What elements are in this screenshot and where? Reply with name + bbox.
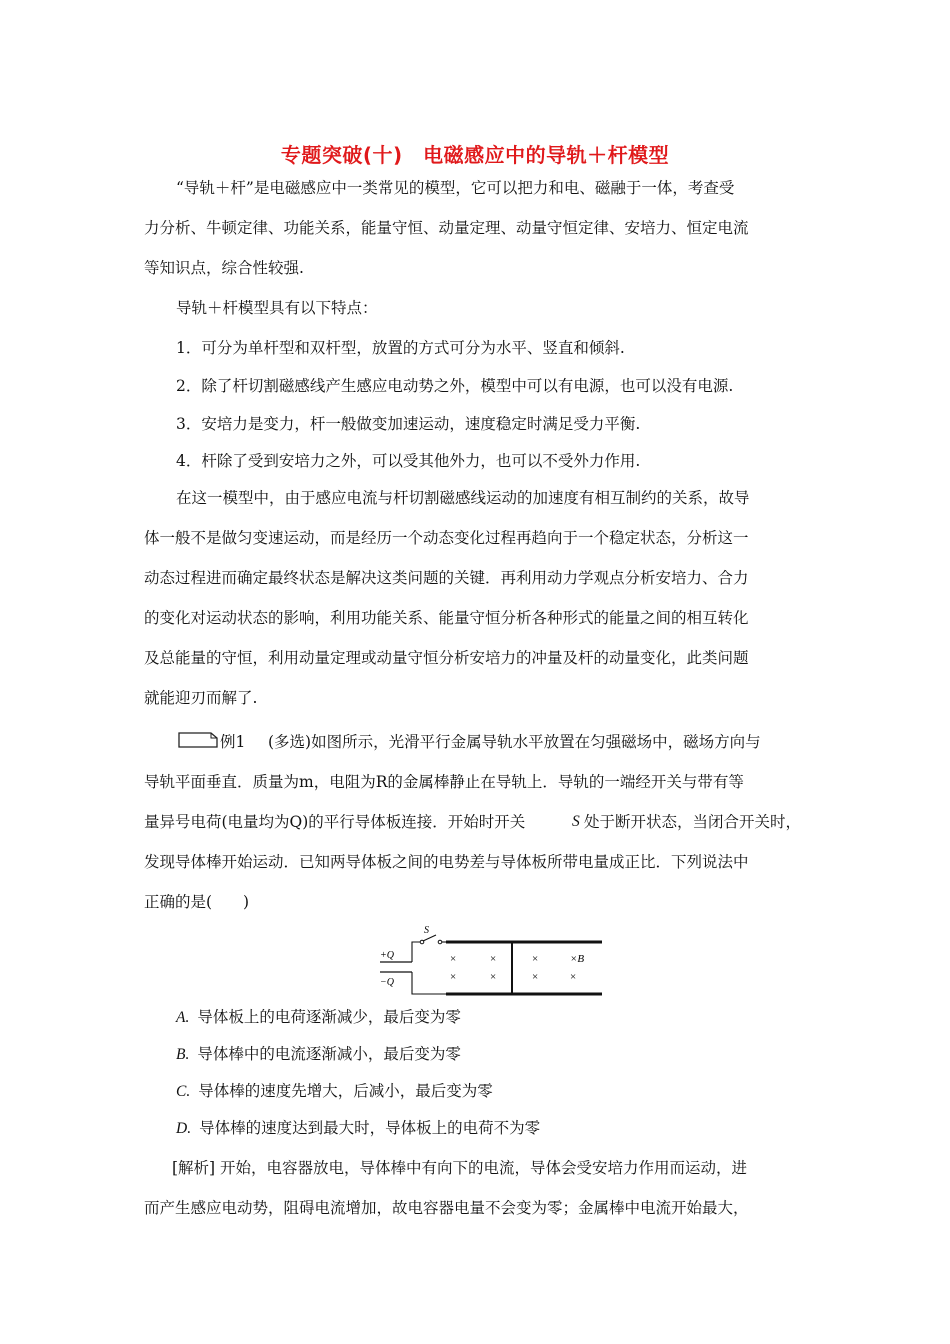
example-tag-icon	[178, 732, 218, 748]
example-line: 正确的是( )	[144, 893, 250, 911]
solution-line: 而产生感应电动势，阻碍电流增加，故电容器电量不会变为零；金属棒中电流开始最大，	[144, 1199, 749, 1217]
field-cross: ×	[490, 953, 497, 965]
plus-q-label: +Q	[380, 950, 394, 961]
intro-line: 等知识点，综合性较强.	[144, 259, 304, 277]
option-b: B. 导体棒中的电流逐渐减小，最后变为零	[176, 1045, 461, 1063]
example-label: 例1	[220, 733, 246, 751]
field-cross: ×	[450, 953, 457, 965]
field-label: ×B	[570, 953, 585, 965]
intro-line: “导轨＋杆”是电磁感应中一类常见的模型，它可以把力和电、磁融于一体，考查受	[176, 179, 735, 197]
feature-item: 1．可分为单杆型和双杆型，放置的方式可分为水平、竖直和倾斜.	[176, 339, 625, 357]
feature-item: 4．杆除了受到安培力之外，可以受其他外力，也可以不受外力作用.	[176, 452, 641, 470]
option-d: D. 导体棒的速度达到最大时，导体板上的电荷不为零	[176, 1119, 541, 1137]
field-cross: ×	[532, 953, 539, 965]
analysis-line: 就能迎刃而解了.	[144, 689, 258, 707]
example-line: 处于断开状态，当闭合开关时，	[584, 813, 802, 831]
page-title: 专题突破(十) 电磁感应中的导轨＋杆模型	[280, 143, 670, 167]
example-line: 发现导体棒开始运动．已知两导体板之间的电势差与导体板所带电量成正比．下列说法中	[144, 853, 749, 871]
analysis-line: 及总能量的守恒，利用动量定理或动量守恒分析安培力的冲量及杆的动量变化，此类问题	[144, 649, 749, 667]
field-cross: ×	[490, 971, 497, 983]
example-line: 导轨平面垂直．质量为m，电阻为R的金属棒静止在导轨上．导轨的一端经开关与带有等	[144, 773, 744, 791]
features-heading: 导轨＋杆模型具有以下特点：	[176, 299, 378, 317]
minus-q-label: −Q	[380, 977, 394, 988]
switch-label: S	[424, 925, 429, 936]
field-cross: ×	[532, 971, 539, 983]
feature-item: 2．除了杆切割磁感线产生感应电动势之外，模型中可以有电源，也可以没有电源.	[176, 377, 734, 395]
circuit-figure	[376, 922, 606, 1004]
analysis-line: 动态过程进而确定最终状态是解决这类问题的关键．再利用动力学观点分析安培力、合力	[144, 569, 749, 587]
example-line: (多选)如图所示，光滑平行金属导轨水平放置在匀强磁场中，磁场方向与	[268, 733, 761, 751]
switch-contact	[438, 940, 442, 944]
option-c: C. 导体棒的速度先增大，后减小，最后变为零	[176, 1082, 493, 1100]
feature-item: 3．安培力是变力，杆一般做变加速运动，速度稳定时满足受力平衡.	[176, 415, 641, 433]
analysis-line: 体一般不是做匀变速运动，而是经历一个动态变化过程再趋向于一个稳定状态，分析这一	[144, 529, 749, 547]
analysis-line: 在这一模型中，由于感应电流与杆切割磁感线运动的加速度有相互制约的关系，故导	[176, 489, 750, 507]
example-line: 量异号电荷(电量均为Q)的平行导体板连接．开始时开关	[144, 813, 526, 831]
intro-line: 力分析、牛顿定律、功能关系，能量守恒、动量定理、动量守恒定律、安培力、恒定电流	[144, 219, 749, 237]
field-cross: ×	[570, 971, 577, 983]
field-cross: ×	[450, 971, 457, 983]
analysis-line: 的变化对运动状态的影响，利用功能关系、能量守恒分析各种形式的能量之间的相互转化	[144, 609, 749, 627]
switch-symbol: S	[572, 813, 580, 830]
solution-line: [解析] 开始，电容器放电，导体棒中有向下的电流，导体会受安培力作用而运动，进	[172, 1159, 748, 1177]
option-a: A. 导体板上的电荷逐渐减少，最后变为零	[176, 1008, 461, 1026]
